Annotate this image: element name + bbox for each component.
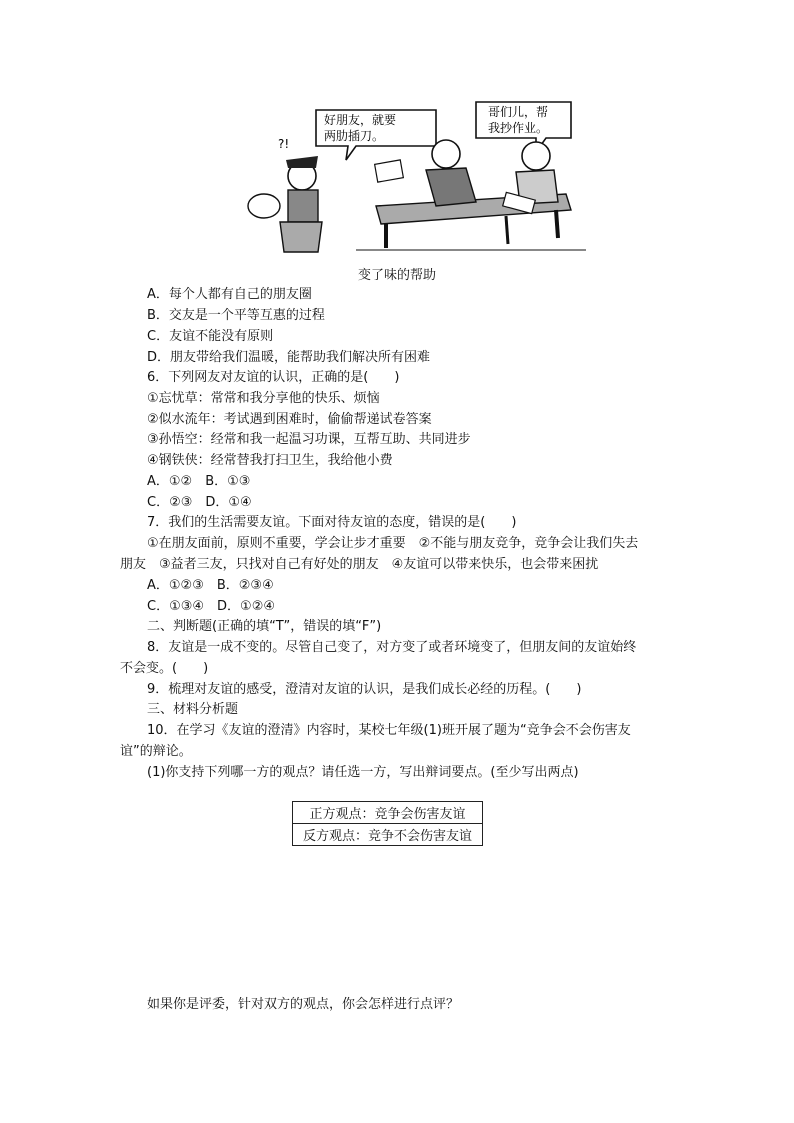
q6-item-1: ①忘忧草：常常和我分享他的快乐、烦恼 [147,391,380,406]
q5-option-d: D．朋友带给我们温暖，能帮助我们解决所有困难 [147,350,431,365]
section-3-heading: 三、材料分析题 [147,702,239,717]
section-2-heading: 二、判断题(正确的填“T”，错误的填“F”) [147,619,382,634]
q5-option-c: C．友谊不能没有原则 [147,329,274,344]
q5-option-a: A．每个人都有自己的朋友圈 [147,287,312,302]
table-row [293,824,483,846]
q6-options-ab: A．①② B．①③ [147,474,251,489]
q7-stem: 7．我们的生活需要友谊。下面对待友谊的态度，错误的是( ) [147,515,517,530]
q7-statement-line2: 朋友 ③益者三友，只找对自己有好处的朋友 ④友谊可以带来快乐，也会带来困扰 [120,557,599,572]
pro-viewpoint: 正方观点：竞争会伤害友谊 [293,802,483,824]
q6-item-3: ③孙悟空：经常和我一起温习功课，互帮互助、共同进步 [147,432,471,447]
q7-options-ab: A．①②③ B．②③④ [147,578,274,593]
debate-viewpoints-table [292,801,483,846]
q5-option-b: B．交友是一个平等互惠的过程 [147,308,325,323]
con-viewpoint: 反方观点：竞争不会伤害友谊 [293,824,483,846]
q10-line1: 10．在学习《友谊的澄清》内容时，某校七年级(1)班开展了题为“竞争会不会伤害友 [147,723,631,738]
q7-statement-line1: ①在朋友面前，原则不重要，学会让步才重要 ②不能与朋友竞争，竞争会让我们失去 [147,536,639,551]
bubble-right-line2: 我抄作业。 [488,121,549,135]
q6-item-4: ④钢铁侠：经常替我打扫卫生，我给他小费 [147,453,393,468]
q10-sub1: (1)你支持下列哪一方的观点？请任选一方，写出辩词要点。(至少写出两点) [147,765,579,780]
question-mark: ?! [278,137,290,151]
q7-options-cd: C．①③④ D．①②④ [147,599,276,614]
q10-line2: 谊”的辩论。 [120,744,192,759]
cartoon-illustration [236,98,586,256]
q9: 9．梳理对友谊的感受，澄清对友谊的认识，是我们成长必经的历程。( ) [147,682,582,697]
q8-line2: 不会变。( ) [120,661,209,676]
q10-sub2: 如果你是评委，针对双方的观点，你会怎样进行点评？ [147,997,460,1012]
bubble-left-line1: 好朋友，就要 [324,113,397,127]
q8-line1: 8．友谊是一成不变的。尽管自己变了，对方变了或者环境变了，但朋友间的友谊始终 [147,640,637,655]
figure-caption: 变了味的帮助 [357,268,436,283]
bubble-left-line2: 两肋插刀。 [324,129,385,143]
q6-item-2: ②似水流年：考试遇到困难时，偷偷帮递试卷答案 [147,412,432,427]
table-row [293,802,483,824]
bubble-right-line1: 哥们儿，帮 [488,105,549,119]
q6-options-cd: C．②③ D．①④ [147,495,252,510]
q6-stem: 6．下列网友对友谊的认识，正确的是( ) [147,370,400,385]
